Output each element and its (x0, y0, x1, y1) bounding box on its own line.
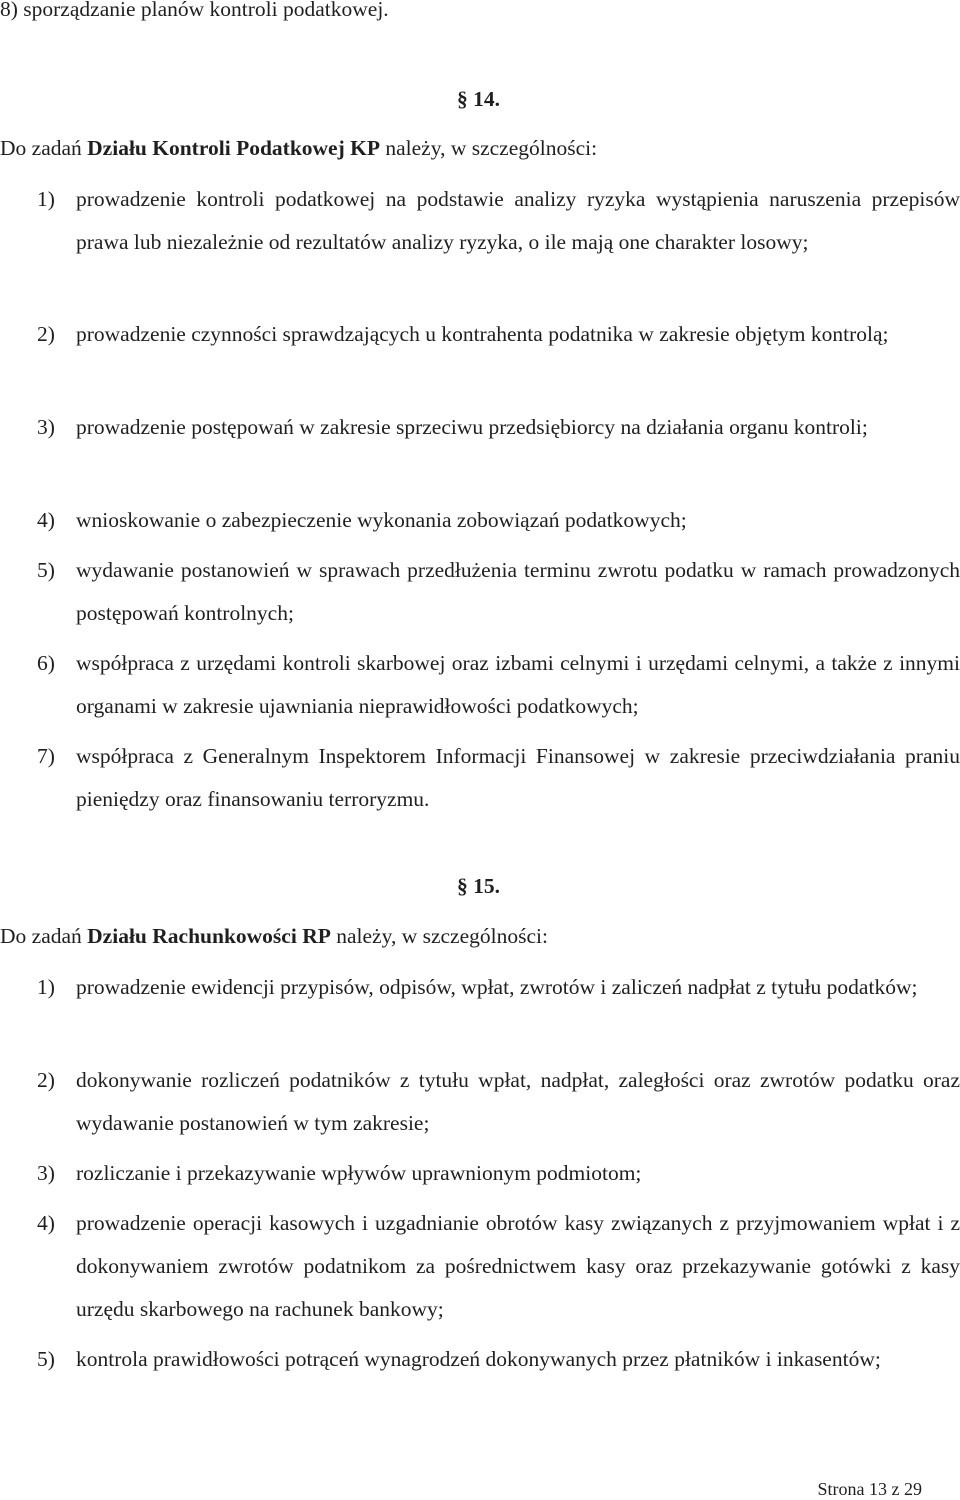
list-item: 1) prowadzenie ewidencji przypisów, odpisów, wpłat, zwrotów i zaliczeń nadpłat z tytułu podatków; (37, 975, 918, 999)
list-item: 2) dokonywanie rozliczeń podatników z tytułu wpłat, nadpłat, zaległości oraz zwrotów podatku oraz wydawanie postanowień w tym zakresie; (37, 1068, 960, 1135)
list-item: 5) kontrola prawidłowości potrąceń wynagrodzeń dokonywanych przez płatników i inkasentów; (37, 1347, 881, 1371)
section-15-intro: Do zadań Działu Rachunkowości RP należy, w szczególności: (0, 924, 548, 948)
section-15-heading: § 15. (457, 874, 500, 898)
list-item: 4) prowadzenie operacji kasowych i uzgadnianie obrotów kasy związanych z przyjmowaniem wpłat i z dokonywaniem zwrotów podatnikom za pośrednictwem kasy oraz przekazywanie gotówki z kasy urzędu skarbowego na rachunek bankowy; (37, 1211, 960, 1321)
list-item: 2) prowadzenie czynności sprawdzających u kontrahenta podatnika w zakresie objętym kontrolą; (37, 322, 889, 346)
department-name: Działu Rachunkowości RP (87, 924, 331, 948)
department-name: Działu Kontroli Podatkowej KP (87, 136, 380, 160)
page-number: Strona 13 z 29 (817, 1479, 922, 1499)
list-item: 6) współpraca z urzędami kontroli skarbowej oraz izbami celnymi i urzędami celnymi, a także z innymi organami w zakresie ujawniania nieprawidłowości podatkowych; (37, 651, 960, 718)
list-item: 3) rozliczanie i przekazywanie wpływów uprawnionym podmiotom; (37, 1161, 642, 1185)
section-14-heading: § 14. (457, 87, 500, 111)
list-item: 5) wydawanie postanowień w sprawach przedłużenia terminu zwrotu podatku w ramach prowadzonych postępowań kontrolnych; (37, 558, 960, 625)
list-item: 1) prowadzenie kontroli podatkowej na podstawie analizy ryzyka wystąpienia naruszenia przepisów prawa lub niezależnie od rezultatów analizy ryzyka, o ile mają one charakter losowy; (37, 187, 960, 254)
list-item: 7) współpraca z Generalnym Inspektorem Informacji Finansowej w zakresie przeciwdziałania praniu pieniędzy oraz finansowaniu terroryzmu. (37, 744, 960, 811)
list-item-8: 8) sporządzanie planów kontroli podatkowej. (0, 0, 389, 21)
section-14-intro: Do zadań Działu Kontroli Podatkowej KP należy, w szczególności: (0, 136, 598, 160)
list-item: 4) wnioskowanie o zabezpieczenie wykonania zobowiązań podatkowych; (37, 508, 687, 532)
list-item: 3) prowadzenie postępowań w zakresie sprzeciwu przedsiębiorcy na działania organu kontroli; (37, 415, 868, 439)
